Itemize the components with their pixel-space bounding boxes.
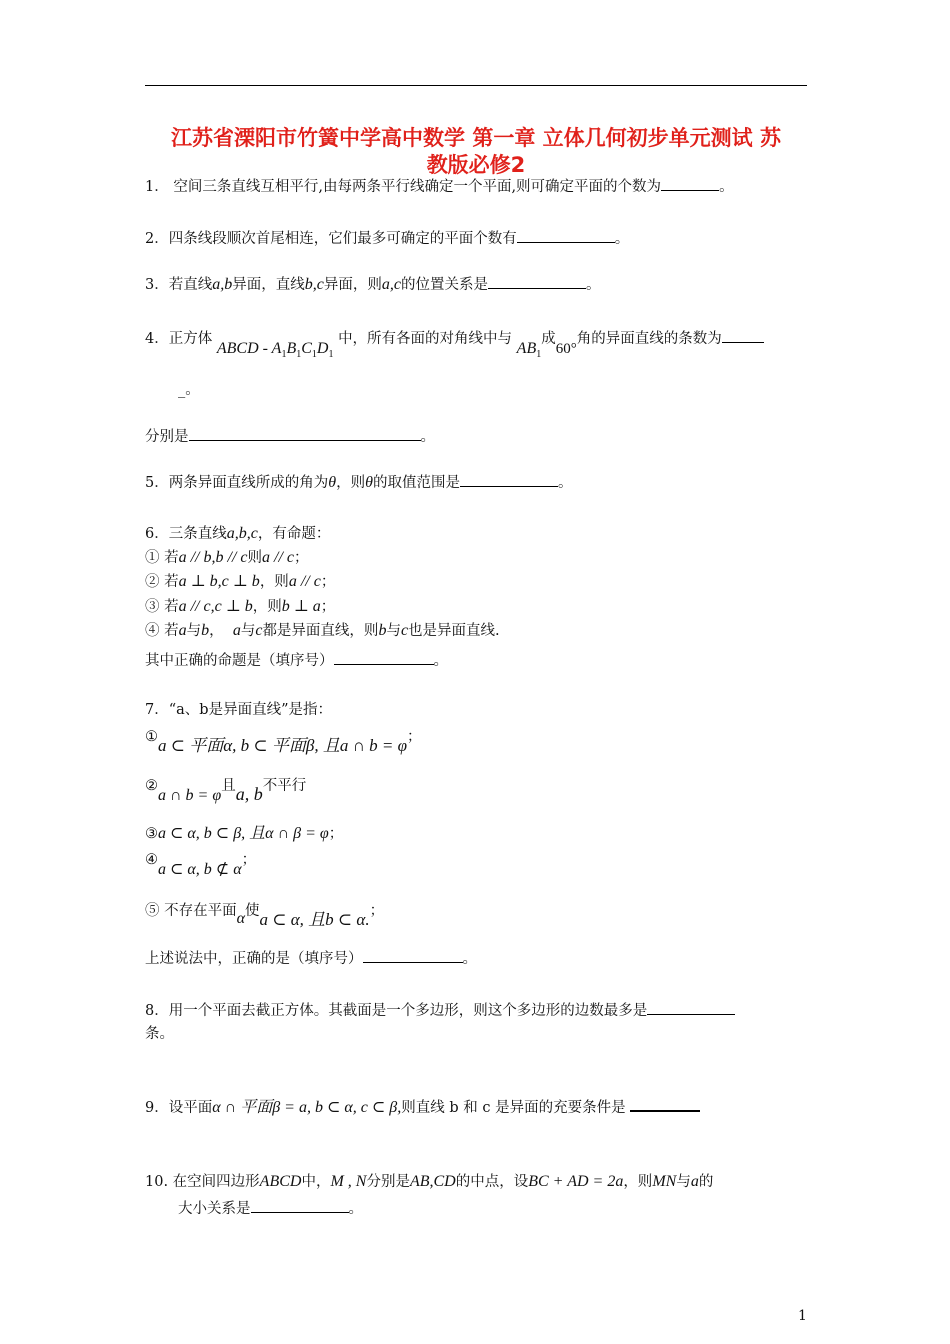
answer-blank: [363, 948, 463, 963]
question-8-cont: 条。: [145, 1026, 174, 1042]
question-9: 9．设平面α ∩ 平面β = a, b ⊂ α, c ⊂ β,则直线 b 和 c 是异面的充要条件是: [145, 1096, 700, 1118]
answer-blank: [517, 228, 615, 243]
statement-2: ②a ∩ b = φ且a, b不平行: [145, 778, 307, 804]
question-4-cont: _。: [178, 382, 200, 398]
ab1-notation: $AB_1$: [516, 340, 542, 360]
proposition-1: ① 若a // b,b // c则a // c；: [145, 549, 309, 566]
question-7: 7．“a、b是异面直线”是指：: [145, 702, 332, 718]
proposition-4: ④ 若a与b， a与c都是异面直线，则b与c也是异面直线.: [145, 622, 500, 639]
answer-blank: [460, 472, 558, 487]
page-number: 1: [798, 1308, 807, 1324]
answer-blank: [251, 1198, 349, 1213]
statement-5: ⑤ 不存在平面α使a ⊂ α, 且b ⊂ α.；: [145, 903, 385, 929]
question-2: 2．四条线段顺次首尾相连，它们最多可确定的平面个数有 。: [145, 228, 629, 249]
question-7-answer: 上述说法中，正确的是（填序号） 。: [145, 948, 477, 969]
question-10: 10. 在空间四边形ABCD中，M , N分别是AB,CD的中点，设BC + AD = 2a，则MN与a的: [145, 1173, 714, 1190]
document-title: 江苏省溧阳市竹簧中学高中数学 第一章 立体几何初步单元测试 苏: [171, 126, 781, 150]
proposition-3: ③ 若a // c,c ⊥ b，则b ⊥ a；: [145, 598, 336, 615]
answer-blank: [334, 650, 434, 665]
header-rule: [145, 85, 807, 86]
answer-blank: [630, 1096, 700, 1112]
question-6: 6．三条直线a,b,c，有命题：: [145, 525, 331, 542]
answer-blank: [722, 328, 764, 343]
question-4-sub: 分别是 。: [145, 426, 435, 447]
answer-blank: [661, 176, 719, 191]
question-6-answer: 其中正确的命题是（填序号） 。: [145, 650, 448, 671]
answer-blank: [488, 274, 586, 289]
question-8: 8．用一个平面去截正方体。其截面是一个多边形，则这个多边形的边数最多是: [145, 1000, 735, 1021]
proposition-2: ② 若a ⊥ b,c ⊥ b，则a // c；: [145, 573, 336, 590]
question-10-cont: 大小关系是 。: [178, 1198, 363, 1219]
question-3: 3．若直线a,b异面，直线b,c异面，则a,c的位置关系是 。: [145, 276, 601, 293]
question-5: 5．两条异面直线所成的角为θ，则θ的取值范围是 。: [145, 474, 573, 491]
question-4: 4．正方体 ABCD - $A_1B_1C_1D_1$ 中，所有各面的对角线中与 $AB_1$成60°角的异面直线的条数为: [145, 328, 764, 355]
document-title-cont: 教版必修2: [426, 153, 526, 177]
question-1: 1． 空间三条直线互相平行,由每两条平行线确定一个平面,则可确定平面的个数为 。: [145, 176, 734, 197]
statement-1: ①a ⊂ 平面α, b ⊂ 平面β, 且a ∩ b = φ；: [145, 729, 422, 755]
statement-4: ④a ⊂ α, b ⊄ α；: [145, 852, 257, 878]
cube-notation: ABCD - $A_1B_1C_1D_1$: [216, 340, 334, 360]
answer-blank: [189, 426, 421, 441]
statement-3: ③a ⊂ α, b ⊂ β, 且α ∩ β = φ；: [145, 825, 344, 842]
answer-blank: [647, 1000, 735, 1015]
